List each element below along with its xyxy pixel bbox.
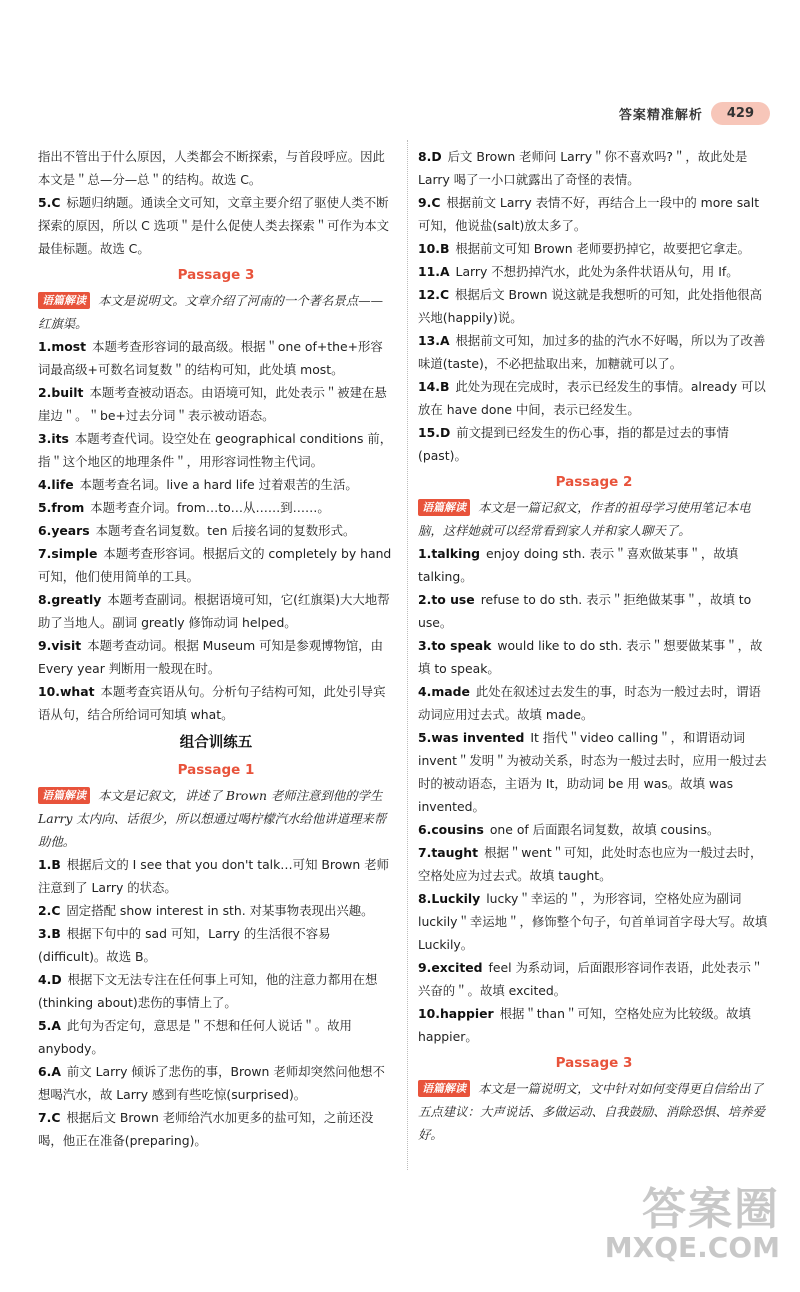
answer-item <box>38 899 394 922</box>
answer-explanation: 根据后文 Brown 说这就是我想听的可知，此处指他很高兴地(happily)说。 <box>418 287 763 325</box>
answer-item <box>38 588 394 634</box>
answer-item <box>418 726 770 818</box>
answer-explanation: 固定搭配 show interest in sth. 对某事物表现出兴趣。 <box>66 903 374 918</box>
passage-heading: Passage 1 <box>177 762 255 778</box>
answer-number: 5.C <box>38 195 61 210</box>
answer-number: 5.A <box>38 1018 61 1033</box>
intro-badge: 语篇解读 <box>418 499 470 516</box>
answer-item <box>418 283 770 329</box>
passage-heading: Passage 3 <box>177 267 255 283</box>
answer-item <box>38 853 394 899</box>
answer-item <box>418 818 770 841</box>
answer-number: 10.B <box>418 241 450 256</box>
answer-number: 15.D <box>418 425 451 440</box>
answer-number: 2.to use <box>418 592 475 607</box>
answer-explanation: lucky＂幸运的＂，为形容词，空格处应为副词 luckily＂幸运地＂，修饰整个句子，句首单词首字母大写。故填 Luckily。 <box>418 891 768 952</box>
answer-explanation: 后文 Brown 老师问 Larry＂你不喜欢吗?＂，故此处是 Larry 喝了一小口就露出了奇怪的表情。 <box>418 149 748 187</box>
answer-explanation: It 指代＂video calling＂，和谓语动词 invent＂发明＂为被动关系，时态为一般过去时，应用一般过去时的被动语态，主语为 It，助动词 be 用 was。故填 was invented。 <box>418 730 767 814</box>
answer-number: 7.simple <box>38 546 98 561</box>
passage-heading: Passage 3 <box>555 1055 633 1071</box>
answer-item <box>418 191 770 237</box>
answer-number: 9.visit <box>38 638 82 653</box>
answer-explanation: 前文提到已经发生的伤心事，指的都是过去的事情(past)。 <box>418 425 729 463</box>
answer-item <box>418 956 770 1002</box>
answer-number: 7.C <box>38 1110 61 1125</box>
answer-explanation: 根据＂than＂可知，空格处应为比较级。故填 happier。 <box>418 1006 751 1044</box>
answer-explanation: 根据前文可知，加过多的盐的汽水不好喝，所以为了改善味道(taste)，不必把盐取出来，加糖就可以了。 <box>418 333 766 371</box>
column-divider <box>407 140 408 1170</box>
answer-explanation: 本题考查宾语从句。分析句子结构可知，此处引导宾语从句，结合所给词可知填 what。 <box>38 684 386 722</box>
answer-item <box>38 634 394 680</box>
answer-number: 8.D <box>418 149 442 164</box>
passage-intro <box>38 289 394 335</box>
answer-item <box>418 542 770 588</box>
passage-intro <box>38 784 394 853</box>
answer-number: 14.B <box>418 379 450 394</box>
answer-item <box>38 968 394 1014</box>
answer-number: 3.to speak <box>418 638 492 653</box>
answer-explanation: 根据后文 Brown 老师给汽水加更多的盐可知，之前还没喝，他正在准备(preparing)。 <box>38 1110 374 1148</box>
answer-number: 13.A <box>418 333 450 348</box>
answer-explanation: 根据下文无法专注在任何事上可知，他的注意力都用在想(thinking about)悲伤的事情上了。 <box>38 972 378 1010</box>
intro-text: 本文是说明文。文章介绍了河南的一个著名景点——红旗渠。 <box>38 293 383 331</box>
answer-explanation: 根据前文 Larry 表情不好，再结合上一段中的 more salt 可知，他说盐(salt)放太多了。 <box>418 195 760 233</box>
intro-badge: 语篇解读 <box>38 292 90 309</box>
answer-explanation: enjoy doing sth. 表示＂喜欢做某事＂，故填 talking。 <box>418 546 739 584</box>
answer-item <box>38 1060 394 1106</box>
answer-explanation: 本题考查介词。from…to…从……到……。 <box>90 500 330 515</box>
answer-item <box>38 542 394 588</box>
answer-number: 4.made <box>418 684 470 699</box>
intro-badge: 语篇解读 <box>38 787 90 804</box>
answer-item <box>38 680 394 726</box>
answer-number: 9.excited <box>418 960 483 975</box>
answer-item <box>418 421 770 467</box>
answer-number: 12.C <box>418 287 450 302</box>
answer-item <box>38 381 394 427</box>
answer-number: 5.from <box>38 500 85 515</box>
paragraph: 指出不管出于什么原因，人类都会不断探索，与首段呼应。因此本文是＂总—分—总＂的结构。故选 C。 <box>38 149 385 187</box>
answer-item <box>418 1002 770 1048</box>
passage-intro <box>418 496 770 542</box>
answer-number: 2.C <box>38 903 61 918</box>
answer-number: 2.built <box>38 385 84 400</box>
answer-item <box>418 237 770 260</box>
answer-item <box>38 335 394 381</box>
answer-explanation: 本题考查代词。设空处在 geographical conditions 前，指＂这个地区的地理条件＂，用形容词性物主代词。 <box>38 431 393 469</box>
answer-number: 10.happier <box>418 1006 494 1021</box>
page-number: 429 <box>711 102 770 125</box>
watermark <box>605 1173 780 1264</box>
answer-number: 9.C <box>418 195 441 210</box>
answer-item <box>418 588 770 634</box>
answer-number: 3.its <box>38 431 69 446</box>
intro-text: 本文是一篇说明文，文中针对如何变得更自信给出了五点建议：大声说话、多做运动、自我鼓励、消除恐惧、培养爱好。 <box>418 1081 765 1142</box>
answer-item <box>418 841 770 887</box>
answer-number: 4.D <box>38 972 62 987</box>
answer-item <box>38 496 394 519</box>
answer-item <box>418 260 770 283</box>
answer-item <box>38 191 394 260</box>
answer-number: 1.most <box>38 339 87 354</box>
passage-intro <box>418 1077 770 1146</box>
answer-item <box>38 519 394 542</box>
answer-explanation: 标题归纳题。通读全文可知，文章主要介绍了驱使人类不断探索的原因，所以 C 选项＂是什么促使人类去探索＂可作为本文最佳标题。故选 C。 <box>38 195 390 256</box>
intro-badge: 语篇解读 <box>418 1080 470 1097</box>
answer-number: 6.A <box>38 1064 61 1079</box>
answer-item <box>418 329 770 375</box>
answer-explanation: 根据前文可知 Brown 老师要扔掉它，故要把它拿走。 <box>455 241 750 256</box>
answer-explanation: 前文 Larry 倾诉了悲伤的事，Brown 老师却突然问他想不想喝汽水，故 Larry 感到有些吃惊(surprised)。 <box>38 1064 385 1102</box>
answer-explanation: 本题考查副词。根据语境可知，它(红旗渠)大大地帮助了当地人。副词 greatly 修饰动词 helped。 <box>38 592 390 630</box>
answer-explanation: would like to do sth. 表示＂想要做某事＂，故填 to speak。 <box>418 638 763 676</box>
answer-item <box>38 473 394 496</box>
section-heading: 组合训练五 <box>179 735 253 751</box>
answer-explanation: 此处为现在完成时，表示已经发生的事情。already 可以放在 have done 中间，表示已经发生。 <box>418 379 766 417</box>
answer-explanation: 本题考查形容词的最高级。根据＂one of+the+形容词最高级+可数名词复数＂的结构可知，此处填 most。 <box>38 339 383 377</box>
answer-number: 8.Luckily <box>418 891 481 906</box>
answer-number: 3.B <box>38 926 61 941</box>
answer-explanation: 根据＂went＂可知，此处时态也应为一般过去时，空格处应为过去式。故填 taught。 <box>418 845 763 883</box>
answer-item <box>38 427 394 473</box>
answer-number: 10.what <box>38 684 95 699</box>
answer-item <box>418 634 770 680</box>
answer-item <box>418 375 770 421</box>
answer-number: 5.was invented <box>418 730 525 745</box>
header-title: 答案精准解析 <box>618 107 703 123</box>
answer-number: 1.B <box>38 857 61 872</box>
intro-text: 本文是记叙文，讲述了 Brown 老师注意到他的学生 Larry 太内向、话很少，所以想通过喝柠檬汽水给他讲道理来帮助他。 <box>38 788 387 849</box>
answer-number: 7.taught <box>418 845 479 860</box>
answer-explanation: refuse to do sth. 表示＂拒绝做某事＂，故填 to use。 <box>418 592 752 630</box>
answer-explanation: feel 为系动词，后面跟形容词作表语，此处表示＂兴奋的＂。故填 excited。 <box>418 960 764 998</box>
answer-explanation: 本题考查形容词。根据后文的 completely by hand 可知，他们使用简单的工具。 <box>38 546 392 584</box>
answer-explanation: Larry 不想扔掉汽水，此处为条件状语从句，用 If。 <box>455 264 739 279</box>
answer-item <box>418 680 770 726</box>
answer-explanation: 此句为否定句，意思是＂不想和任何人说话＂。故用 anybody。 <box>38 1018 352 1056</box>
answer-item <box>418 145 770 191</box>
answer-explanation: 本题考查名词。live a hard life 过着艰苦的生活。 <box>79 477 358 492</box>
answer-explanation: 根据后文的 I see that you don't talk…可知 Brown 老师注意到了 Larry 的状态。 <box>38 857 390 895</box>
left-column <box>38 145 394 1152</box>
watermark-url: MXQE.COM <box>604 1231 780 1264</box>
answer-number: 4.life <box>38 477 74 492</box>
intro-text: 本文是一篇记叙文，作者的祖母学习使用笔记本电脑，这样她就可以经常看到家人并和家人聊天了。 <box>418 500 751 538</box>
answer-explanation: 本题考查被动语态。由语境可知，此处表示＂被建在悬崖边＂。＂be+过去分词＂表示被动语态。 <box>38 385 387 423</box>
answer-number: 1.talking <box>418 546 481 561</box>
page-header <box>619 100 770 126</box>
answer-explanation: 本题考查名词复数。ten 后接名词的复数形式。 <box>95 523 356 538</box>
answer-number: 8.greatly <box>38 592 102 607</box>
right-column <box>418 145 770 1146</box>
answer-explanation: one of 后面跟名词复数，故填 cousins。 <box>489 822 720 837</box>
passage-heading: Passage 2 <box>555 474 633 490</box>
answer-item <box>418 887 770 956</box>
answer-explanation: 此处在叙述过去发生的事，时态为一般过去时，谓语动词应用过去式。故填 made。 <box>418 684 761 722</box>
answer-item <box>38 922 394 968</box>
answer-item <box>38 1014 394 1060</box>
answer-number: 11.A <box>418 264 450 279</box>
answer-number: 6.cousins <box>418 822 484 837</box>
answer-explanation: 根据下句中的 sad 可知，Larry 的生活很不容易(difficult)。故选 B。 <box>38 926 331 964</box>
answer-explanation: 本题考查动词。根据 Museum 可知是参观博物馆，由 Every year 判断用一般现在时。 <box>38 638 384 676</box>
watermark-logo: 答案圈 <box>642 1184 780 1235</box>
answer-item <box>38 1106 394 1152</box>
answer-number: 6.years <box>38 523 90 538</box>
